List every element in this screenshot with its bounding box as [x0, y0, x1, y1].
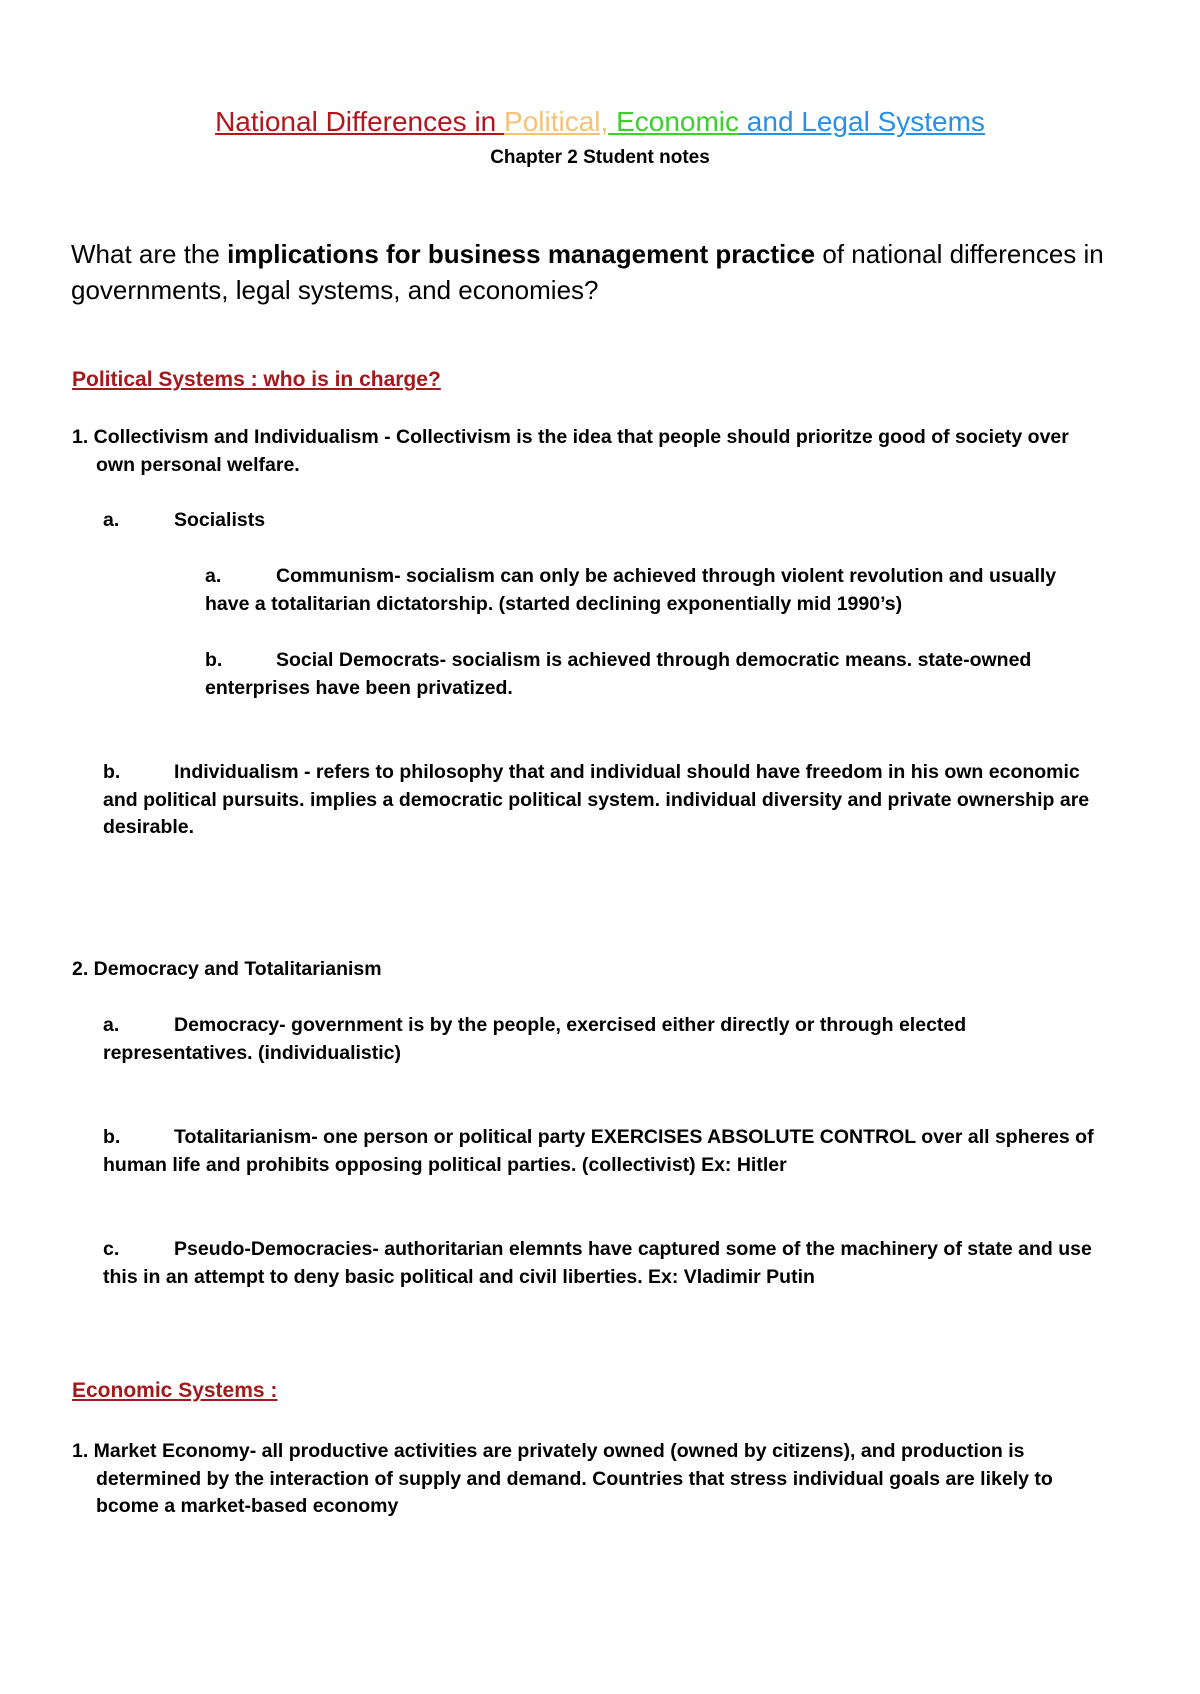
- communism-text: Communism- socialism can only be achieved through violent revolution and usually have a totalitarian dictatorship. (started declining exponentially mid 1990’s): [205, 565, 1057, 615]
- totalitarianism-letter: b.: [103, 1126, 121, 1148]
- title-part-legal: and Legal Systems: [739, 106, 985, 137]
- question-post: of national differences in governments, legal systems, and economies?: [71, 239, 1104, 305]
- democracy-totalitarianism-item: 2. Democracy and Totalitarianism: [72, 958, 382, 980]
- social-democrats-letter: b.: [205, 649, 223, 671]
- title-part-national-differences: National Differences in: [215, 106, 505, 137]
- democracy-letter: a.: [103, 1014, 120, 1036]
- market-economy-item: 1. Market Economy- all productive activities are privately owned (owned by citizens), and production is determined by the interaction of supply and demand. Countries that stress individual goals are likely to bcome a market-based economy: [72, 1440, 1053, 1517]
- individualism-letter: b.: [103, 761, 121, 783]
- title-part-political: Political,: [504, 106, 609, 137]
- social-democrats-text: Social Democrats- socialism is achieved through democratic means. state-owned enterprises have been privatized.: [205, 649, 1032, 699]
- individualism-text: Individualism - refers to philosophy that and individual should have freedom in his own economic and political pursuits. implies a democratic political system. individual diversity and private ownership are desirable.: [103, 761, 1090, 838]
- document-subtitle: Chapter 2 Student notes: [490, 147, 710, 168]
- socialists-item: [103, 507, 265, 535]
- question-emphasis: implications for business management practice: [227, 239, 816, 269]
- democracy-item: [103, 1012, 1113, 1067]
- socialists-letter: a.: [103, 509, 120, 531]
- individualism-item: [103, 759, 1113, 842]
- pseudo-democracies-text: Pseudo-Democracies- authoritarian elemnts have captured some of the machinery of state and use this in an attempt to deny basic political and civil liberties. Ex: Vladimir Putin: [103, 1238, 1092, 1288]
- communism-letter: a.: [205, 565, 222, 587]
- guiding-question: [71, 236, 1131, 308]
- political-systems-heading: Political Systems : who is in charge?: [72, 368, 441, 391]
- title-part-economic: Economic: [608, 106, 740, 137]
- document-title: [0, 104, 1200, 140]
- pseudo-democracies-letter: c.: [103, 1238, 120, 1260]
- democracy-text: Democracy- government is by the people, exercised either directly or through elected representatives. (individualistic): [103, 1014, 967, 1064]
- collectivism-individualism-item: 1. Collectivism and Individualism - Collectivism is the idea that people should prioritze good of society over own personal welfare.: [72, 426, 1069, 476]
- economic-systems-heading: Economic Systems :: [72, 1379, 278, 1402]
- totalitarianism-item: [103, 1124, 1113, 1179]
- totalitarianism-text: Totalitarianism- one person or political party EXERCISES ABSOLUTE CONTROL over all spheres of human life and prohibits opposing political parties. (collectivist) Ex: Hitler: [103, 1126, 1094, 1176]
- pseudo-democracies-item: [103, 1236, 1113, 1291]
- socialists-label: Socialists: [174, 509, 266, 531]
- question-pre: What are the: [71, 239, 228, 269]
- social-democrats-item: [205, 647, 1105, 702]
- communism-item: [205, 563, 1105, 618]
